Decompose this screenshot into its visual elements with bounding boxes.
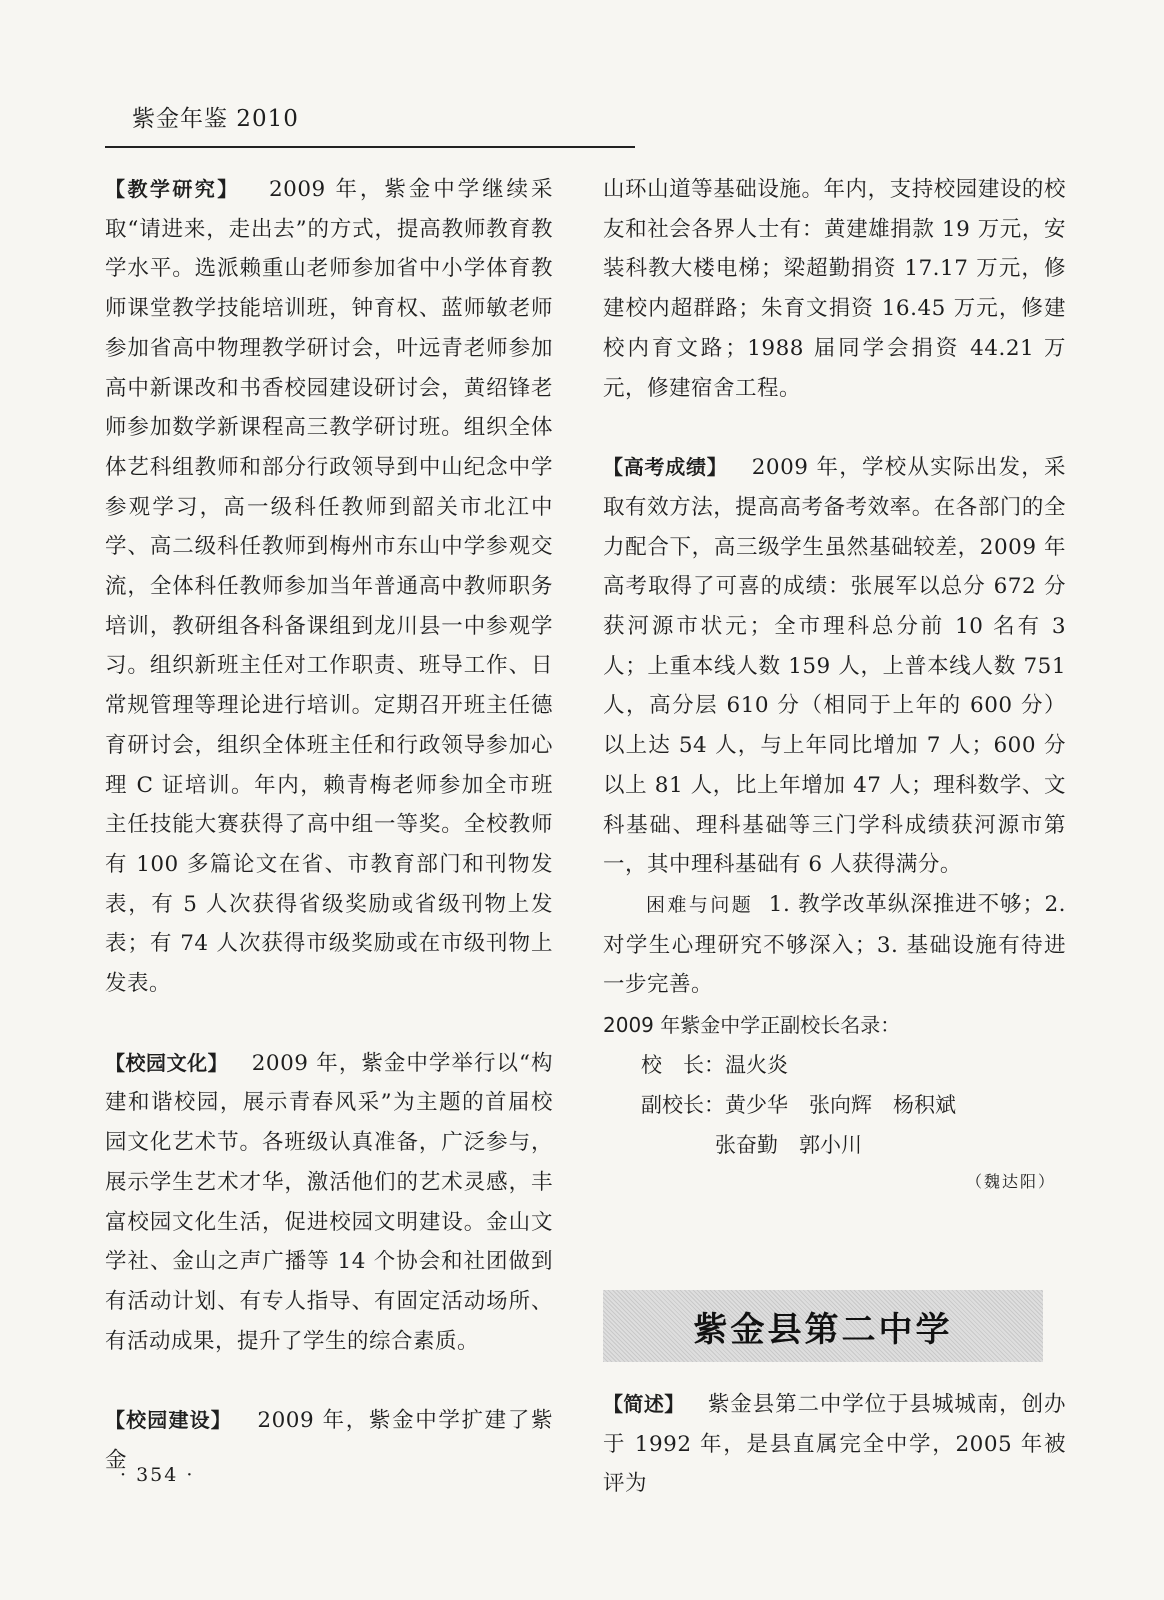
overview-tag: 【简述】: [603, 1392, 685, 1416]
overview-text: 紫金县第二中学位于县城城南，创办于 1992 年，是县直属完全中学，2005 年被评为: [603, 1392, 1066, 1497]
campus-culture-paragraph: [105, 1044, 553, 1362]
exam-results-paragraph: [603, 448, 1066, 885]
principal-line: 校 长：温火炎: [641, 1053, 788, 1078]
vice-principals-line: 副校长：黄少华 张向辉 杨积斌: [641, 1093, 956, 1118]
page-number: · 354 ·: [120, 1464, 195, 1486]
teaching-research-paragraph: [105, 170, 553, 1004]
campus-construction-continued: 山环山道等基础设施。年内，支持校园建设的校友和社会各界人士有：黄建雄捐款 19 万元，安装科教大楼电梯；梁超勤捐资 17.17 万元，修建校内超群路；朱育文捐资 16.45 万元，修建校内育文路；1988 届同学会捐资 44.21 万元，修建宿舍工程。: [603, 177, 1066, 401]
left-column: [105, 170, 553, 1481]
overview-block: [603, 1385, 1066, 1504]
section-banner: [603, 1290, 1043, 1362]
exam-results-text: 2009 年，学校从实际出发，采取有效方法，提高高考备考效率。在各部门的全力配合下，高三级学生虽然基础较差，2009 年高考取得了可喜的成绩：张展军以总分 672 分获河源市状元；全市理科总分前 10 名有 3 人；上重本线人数 159 人，上普本线人数 751 人，高分层 610 分（相同于上年的 600 分）以上达 54 人，与上年同比增加 7 人；600 分以上 81 人，比上年增加 47 人；理科数学、文科基础、理科基础等三门学科成绩获河源市第一，其中理科基础有 6 人获得满分。: [603, 455, 1066, 878]
teaching-research-tag: 【教学研究】: [105, 177, 240, 201]
campus-culture-text: 2009 年，紫金中学举行以“构建和谐校园，展示青春风采”为主题的首届校园文化艺术节。各班级认真准备，广泛参与，展示学生艺术才华，激活他们的艺术灵感，丰富校园文化生活，促进校园文明建设。金山文学社、金山之声广播等 14 个协会和社团做到有活动计划、有专人指导、有固定活动场所、有活动成果，提升了学生的综合素质。: [105, 1050, 554, 1354]
campus-construction-tag: 【校园建设】: [105, 1408, 232, 1433]
problems-paragraph: [603, 885, 1066, 1005]
campus-construction-text: 2009 年，紫金中学扩建了紫金: [105, 1408, 553, 1474]
author-credit: （魏达阳）: [965, 1172, 1056, 1192]
principals-title: 2009 年紫金中学正副校长名录：: [603, 1013, 901, 1038]
exam-results-tag: 【高考成绩】: [603, 455, 728, 480]
teaching-research-text: 2009 年，紫金中学继续采取“请进来，走出去”的方式，提高教师教育教学水平。选派赖重山老师参加省中小学体育教师课堂教学技能培训班，钟育权、蓝师敏老师参加省高中物理教学研讨会，叶远青老师参加高中新课改和书香校园建设研讨会，黄绍锋老师参加数学新课程高三教学研讨班。组织全体体艺科组教师和部分行政领导到中山纪念中学参观学习，高一级科任教师到韶关市北江中学、高二级科任教师到梅州市东山中学参观交流，全体科任教师参加当年普通高中教师职务培训，教研组各科备课组到龙川县一中参观学习。组织新班主任对工作职责、班导工作、日常规管理等理论进行培训。定期召开班主任德育研讨会，组织全体班主任和行政领导参加心理 C 证培训。年内，赖青梅老师参加全市班主任技能大赛获得了高中组一等奖。全校教师有 100 多篇论文在省、市教育部门和刊物发表，有 5 人次获得省级奖励或省级刊物上发表；有 74 人次获得市级奖励或在市级刊物上发表。: [105, 177, 553, 997]
problems-label: 困难与问题: [646, 893, 754, 916]
overview-paragraph: [603, 1385, 1066, 1504]
campus-culture-tag: 【校园文化】: [105, 1050, 229, 1075]
vice-principals-line-2: 张奋勤 郭小川: [715, 1133, 862, 1158]
running-header: 紫金年鉴 2010: [132, 106, 299, 132]
section-title: 紫金县第二中学: [693, 1309, 953, 1350]
right-column: [603, 170, 1066, 1192]
problems-text: 1. 教学改革纵深推进不够；2. 对学生心理研究不够深入；3. 基础设施有待进一步完善。: [603, 891, 1066, 998]
header-rule: [105, 146, 635, 148]
